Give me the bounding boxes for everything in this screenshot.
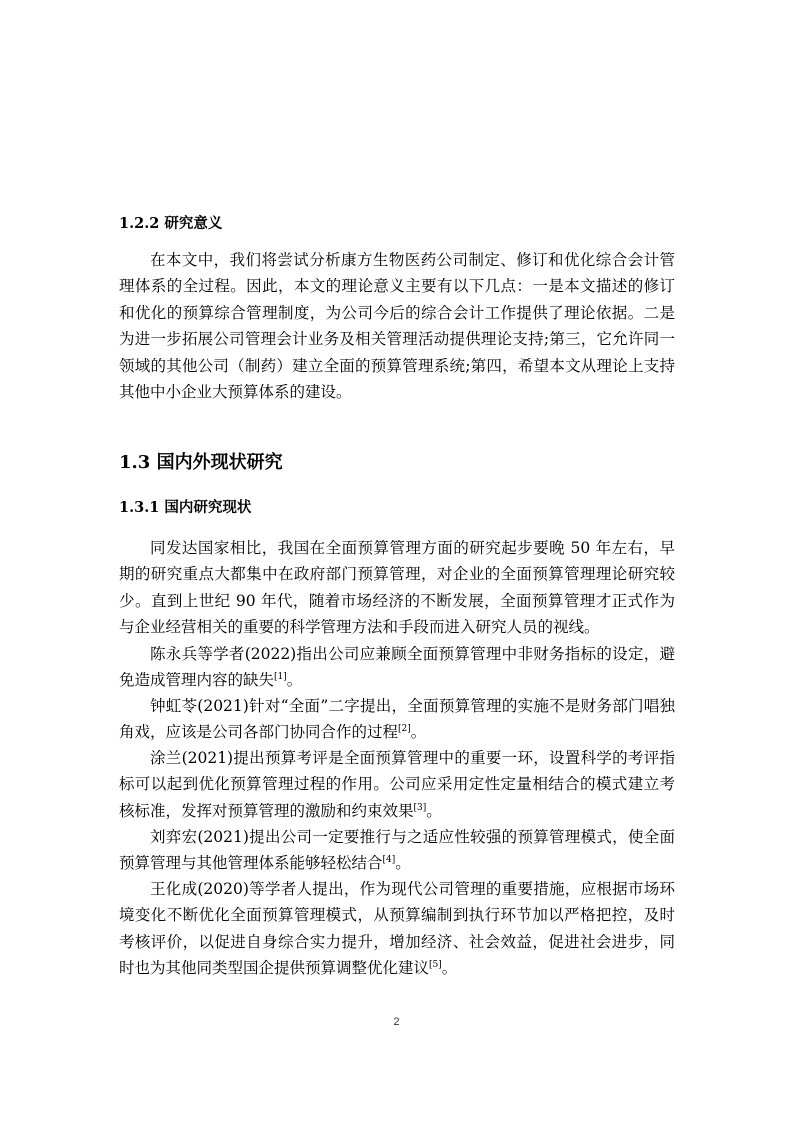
paragraph-text: 王化成(2020)等学者人提出，作为现代公司管理的重要措施，应根据市场环境变化不断优化全面预算管理模式，从预算编制到执行环节加以严格把控，及时考核评价，以促进自身综合实力提升，增加经济、社会效益，促进社会进步，同时也为其他同类型国企提供预算调整优化建议 — [119, 880, 675, 978]
paragraph-liu-yihong — [119, 824, 675, 877]
citation-ref: [4] — [382, 855, 396, 866]
paragraph-end: 。 — [395, 854, 411, 873]
paragraph-end: 。 — [286, 671, 303, 690]
paragraph-wang-huacheng — [119, 876, 675, 982]
paragraph-text: 陈永兵等学者(2022)指出公司应兼顾全面预算管理中非财务指标的设定，避免造成管理内容的缺失 — [119, 645, 675, 690]
paragraph-text: 钟虹苓(2021)针对“全面”二字提出，全面预算管理的实施不是财务部门唱独角戏，应该是公司各部门协同合作的过程 — [119, 697, 675, 742]
paragraph-domestic-overview: 同发达国家相比，我国在全面预算管理方面的研究起步要晚 50 年左右，早期的研究重点大都集中在政府部门预算管理，对企业的全面预算管理理论研究较少。直到上世纪 90 年代，随着市场经济的不断发展，全面预算管理才正式作为与企业经营相关的重要的科学管理方法和手段而进入研究人员的视线。 — [119, 539, 675, 637]
section-heading-1-3: 1.3 国内外现状研究 — [119, 452, 283, 473]
paragraph-research-significance: 在本文中，我们将尝试分析康方生物医药公司制定、修订和优化综合会计管理体系的全过程。因此，本文的理论意义主要有以下几点：一是本文描述的修订和优化的预算综合管理制度，为公司今后的综合会计工作提供了理论依据。二是为进一步拓展公司管理会计业务及相关管理活动提供理论支持;第三，它允许同一领域的其他公司（制药）建立全面的预算管理系统;第四，希望本文从理论上支持其他中小企业大预算体系的建设。 — [119, 251, 675, 402]
section-heading-1-2-2: 1.2.2 研究意义 — [119, 215, 223, 232]
paragraph-text: 刘弈宏(2021)提出公司一定要推行与之适应性较强的预算管理模式，使全面预算管理与其他管理体系能够轻松结合 — [119, 828, 675, 873]
paragraph-tu-lan — [119, 745, 675, 824]
paragraph-zhong-hongling — [119, 693, 675, 746]
section-heading-1-3-1: 1.3.1 国内研究现状 — [119, 499, 252, 516]
page-number: 2 — [393, 1016, 400, 1028]
paragraph-end: 。 — [426, 801, 442, 820]
citation-ref: [3] — [413, 802, 427, 813]
citation-ref: [2] — [398, 724, 411, 735]
paragraph-end: 。 — [410, 723, 427, 742]
citation-ref: [1] — [274, 672, 287, 683]
paragraph-text: 涂兰(2021)提出预算考评是全面预算管理中的重要一环，设置科学的考评指标可以起到优化预算管理过程的作用。公司应采用定性定量相结合的模式建立考核标准，发挥对预算管理的激励和约束效果 — [119, 749, 675, 820]
citation-ref: [5] — [429, 960, 442, 971]
paragraph-chen-yongbing — [119, 641, 675, 694]
paragraph-end: 。 — [441, 959, 458, 978]
